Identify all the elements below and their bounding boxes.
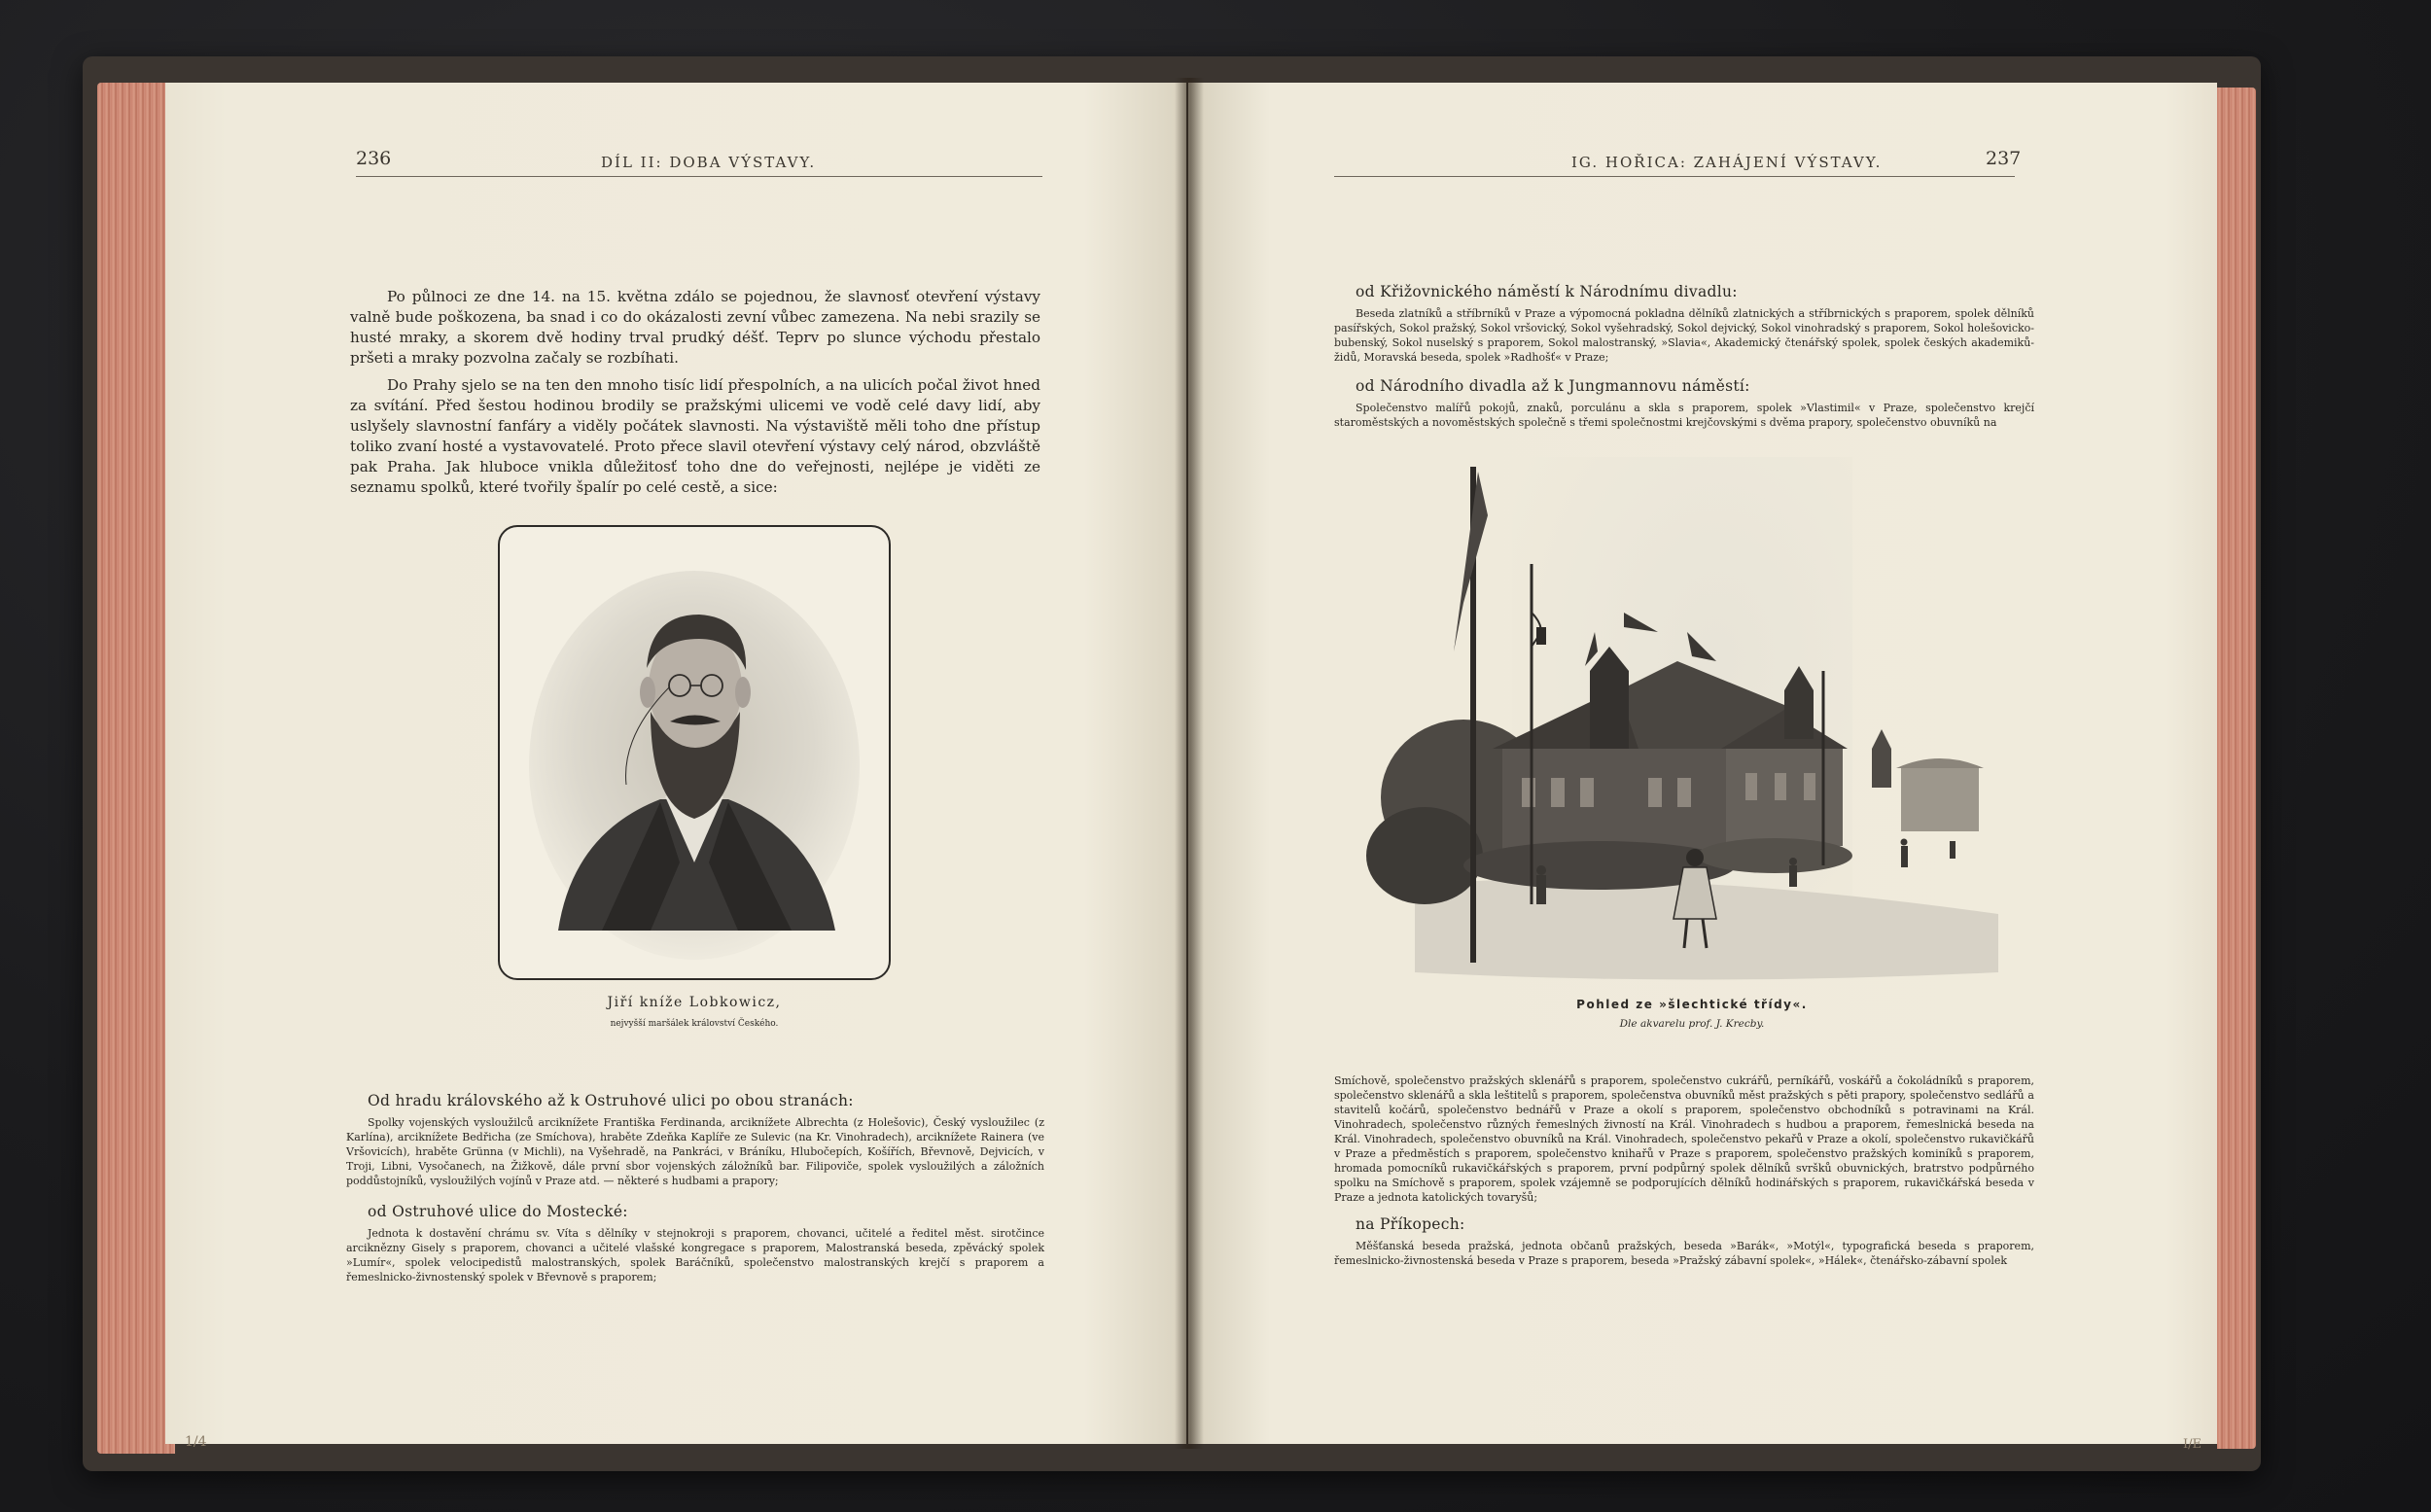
intro-paragraph-2: Do Prahy sjelo se na ten den mnoho tisíc lidí přespolních, a na ulicích počal život hned za svítání. Před šestou hodinou brodily se pražskými ulicemi ve vodě celé davy lidí, aby uslyšely slavnostní fanfáry a viděly počátek slavnosti. Na výstaviště měli toho dne přístup toliko zvaní hosté a vystavovatelé. Proto přece slavil otevření výstavy celý národ, obzvláště pak Praha. Jak hluboce vnikla důležitosť toho dne do veřejnosti, nejlépe je viděti ze seznamu spolků, které tvořily špalír po celé cestě, a sice: xyxy=(350,376,1040,496)
section-heading-ostruhova: od Ostruhové ulice do Mostecké: xyxy=(368,1203,628,1220)
page-edges-left xyxy=(97,83,175,1454)
section-text-smichov: Smíchově, společenstvo pražských sklenářů s praporem, společenstvo cukrářů, perníkářů, voskářů a čokoládníků s praporem, společenstvo sklenářů a skla leštitelů s praporem, společenstva obuvníků měst pražských s pěti prapory, společenstvo sedlářů a stavitelů kočárů, společenstvo bednářů v Praze a okolí s praporem, společenstvo obchodníků s potravinami na Král. Vinohradech, společenstvo různých řemeslných živností na Král. Vinohradech s hudbou a praporem, řemeslnická beseda na Král. Vinohradech, společenstvo obuvníků na Král. Vinohradech, společenstvo pekařů v Praze a okolí, společenstvo rukavičkářů v Praze a předměstích s praporem, společenstvo knihařů v Praze s praporem, společenstvo pražských kominíků s praporem, hromada pomocníků rukavičkářských s praporem, první podpůrný spolek dělníků svršků obuvnických, bratrstvo podpůrného spolku na Smíchově s praporem, spolek vzájemně se podporujících dělníků hodinářských s praporem, rukavičkářská beseda v Praze a jednota katolických tovaryšů; xyxy=(1334,1074,2034,1204)
section-text-ostruhova: Jednota k dostavění chrámu sv. Víta s dělníky v stejnokroji s praporem, chovanci, učitelé a ředitel měst. sirotčince arciknězny Gisely s praporem, chovanci a učitelé vlašské kongregace s praporem, Malostranská beseda, zpěvácký spolek »Lumír«, spolek velocipedistů malostranských, spolek Baráčníků, společenstvo malostranských krejčí s praporem a řemeslnicko-živnostenský spolek v Břevnově s praporem; xyxy=(346,1227,1044,1283)
section-heading-hrad: Od hradu královského až k Ostruhové ulici po obou stranách: xyxy=(368,1092,854,1109)
portrait-caption: Jiří kníže Lobkowicz, xyxy=(607,995,782,1010)
left-routes-text xyxy=(346,1081,1044,1284)
left-page-number: 236 xyxy=(356,148,392,169)
portrait-frame xyxy=(498,525,891,980)
intro-paragraph-1: Po půlnoci ze dne 14. na 15. května zdálo se pojednou, že slavnosť otevření výstavy valně bude poškozena, ba snad i co do okázalosti zevní vůbec zamezena. Na nebi srazily se husté mraky, a skorem dvě hodiny trval prudký déšť. Teprv po slunce východu přestalo pršeti a mraky pozvolna začaly se rozbíhati. xyxy=(350,288,1040,367)
right-page-number: 237 xyxy=(1986,148,2022,169)
book-gutter xyxy=(1175,78,1204,1449)
section-text-prikopy: Měšťanská beseda pražská, jednota občanů pražských, beseda »Barák«, »Motýl«, typografická beseda s praporem, řemeslnicko-živnostenská beseda v Praze s praporem, beseda »Pražský zábavní spolek«, »Hálek«, čtenářsko-zábavní spolek xyxy=(1334,1240,2034,1267)
right-margin-mark: I/E xyxy=(2183,1437,2202,1452)
left-running-head: DÍL II: DOBA VÝSTAVY. xyxy=(601,154,817,171)
left-intro-text xyxy=(350,287,1040,505)
right-routes-top xyxy=(1334,282,2034,430)
section-heading-krizovnicke: od Křižovnického náměstí k Národnímu divadlu: xyxy=(1356,283,1738,300)
right-routes-bottom xyxy=(1334,1073,2034,1268)
left-margin-mark: 1/4 xyxy=(185,1434,207,1450)
section-text-hrad: Spolky vojenských vysloužilců arciknížete Františka Ferdinanda, arciknížete Albrechta (z Holešovic), Český vysloužilec (z Karlína), arciknížete Bedřicha (ze Smíchova), hraběte Zdeňka Kaplíře ze Sulevic (na Kr. Vinohradech), arciknížete Rainera (ve Vršovicích), hraběte Grünna (v Michli), na Vyšehradě, na Pankráci, v Bráníku, Hlubočepích, Košířích, Břevnově, Dejvicích, v Troji, Libni, Vysočanech, na Žižkově, dále první sbor vojenských záložníků bar. Filipoviče, spolek vysloužilých a záložních poddůstojníků, vysloužilých vojínů v Praze atd. — některé s hudbami a prapory; xyxy=(346,1116,1044,1187)
portrait-subcaption: nejvyšší maršálek království Českého. xyxy=(610,1019,779,1029)
illustration-subcaption: Dle akvarelu prof. J. Krecby. xyxy=(1619,1018,1765,1030)
page-edges-right xyxy=(2217,88,2256,1449)
section-heading-narodni: od Národního divadla až k Jungmannovu náměstí: xyxy=(1356,377,1750,395)
section-text-krizovnicke: Beseda zlatníků a stříbrníků v Praze a výpomocná pokladna dělníků zlatnických a stříbrnických s praporem, spolek dělníků pasířských, Sokol pražský, Sokol vršovický, Sokol vyšehradský, Sokol dejvický, Sokol vinohradský s praporem, Sokol holešovicko-bubenský, Sokol nuselský s praporem, Sokol malostranský, »Slavia«, Akademický čtenářský spolek, spolek českých akademiků-židů, Moravská beseda, spolek »Radhošť« v Praze; xyxy=(1334,307,2034,364)
right-running-head: IG. HOŘICA: ZAHÁJENÍ VÝSTAVY. xyxy=(1571,154,1883,171)
portrait-image xyxy=(514,542,874,964)
section-heading-prikopy: na Příkopech: xyxy=(1356,1215,1465,1233)
right-header-rule xyxy=(1334,176,2015,177)
left-header-rule xyxy=(356,176,1042,177)
illustration-caption: Pohled ze »šlechtické třídy«. xyxy=(1576,998,1808,1011)
exhibition-illustration xyxy=(1356,457,2027,982)
section-text-narodni: Společenstvo malířů pokojů, znaků, porculánu a skla s praporem, spolek »Vlastimil« v Praze, společenstvo krejčí staroměstských a novoměstských společně s třemi společnostmi krejčovskými s dvěma prapory, společenstvo obuvníků na xyxy=(1334,402,2034,429)
